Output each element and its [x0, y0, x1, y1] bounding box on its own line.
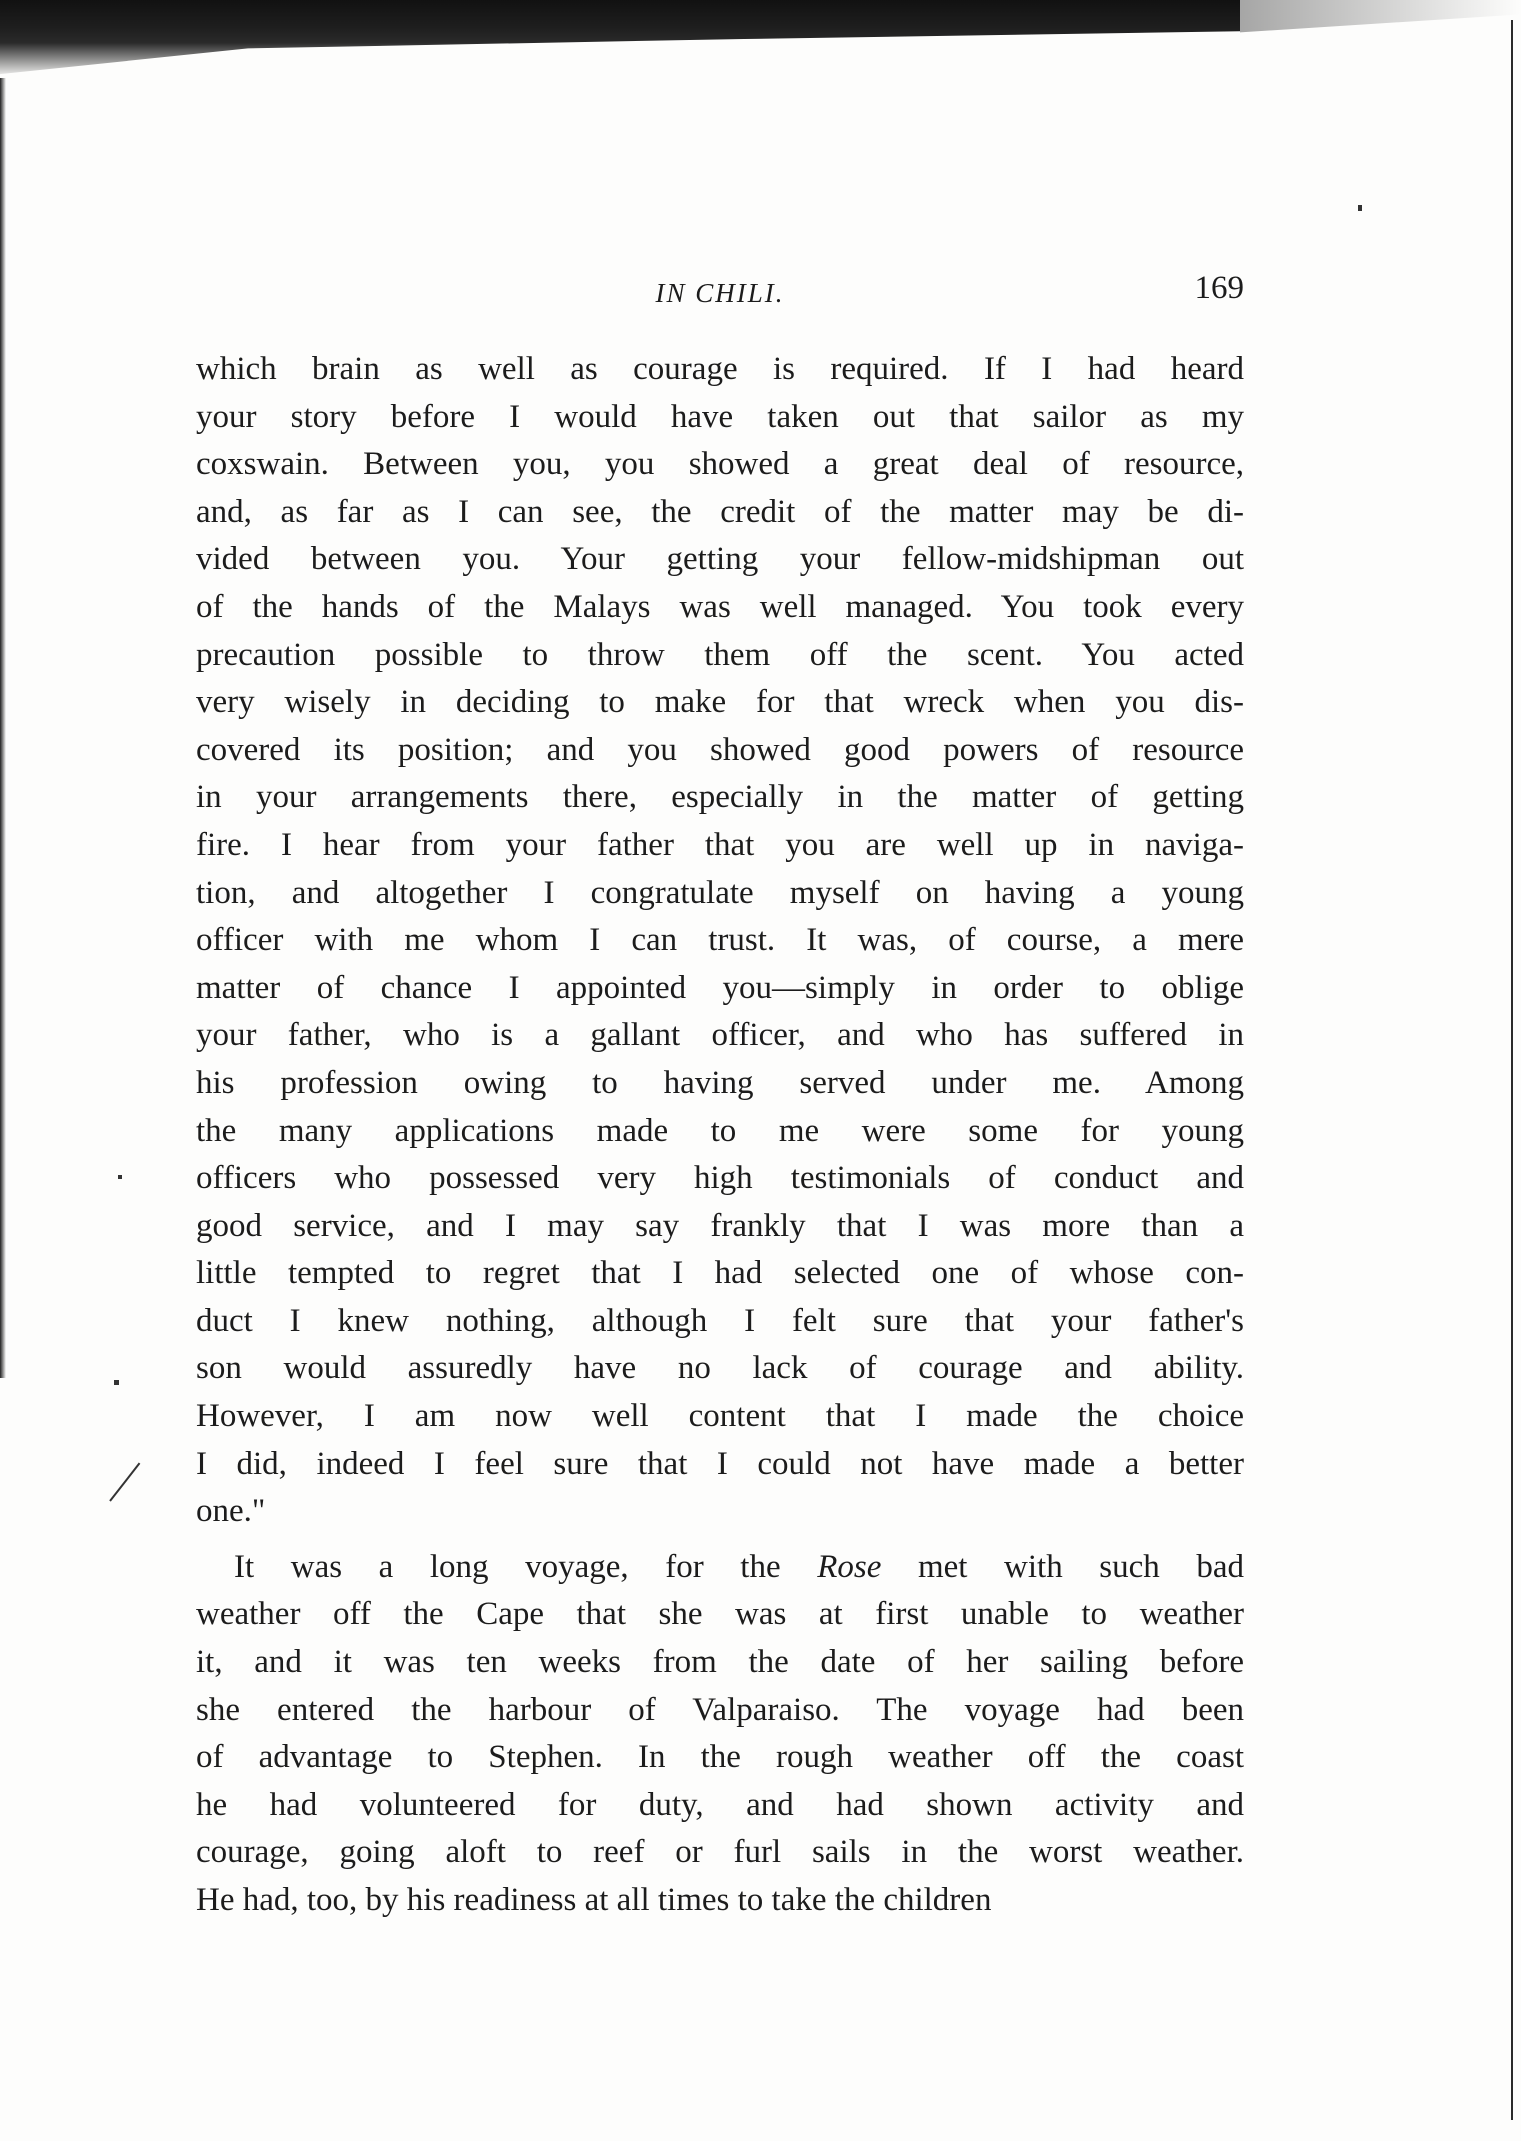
text-line: matter of chance I appointed you—simply in order to oblige — [196, 969, 1244, 1006]
text-line: weather off the Cape that she was at first unable to weather — [196, 1596, 1244, 1633]
text-line: little tempted to regret that I had selected one of whose con- — [196, 1255, 1244, 1292]
text-line: It was a long voyage, for the Rose met with such bad — [234, 1548, 1244, 1585]
text-line: he had volunteered for duty, and had shown activity and — [196, 1786, 1244, 1823]
right-page-edge — [1511, 20, 1513, 2120]
text-line: of the hands of the Malays was well managed. You took every — [196, 588, 1244, 625]
scan-speck — [109, 1463, 140, 1502]
text-line: officers who possessed very high testimonials of conduct and — [196, 1160, 1244, 1197]
text-line: and, as far as I can see, the credit of the matter may be di- — [196, 493, 1244, 530]
text-line: your father, who is a gallant officer, and who has suffered in — [196, 1017, 1244, 1054]
text-line: fire. I hear from your father that you are well up in naviga- — [196, 826, 1244, 863]
text-line: However, I am now well content that I made the choice — [196, 1398, 1244, 1435]
text-line: which brain as well as courage is required. If I had heard — [196, 351, 1244, 387]
left-page-edge — [0, 78, 6, 1378]
scan-speck — [118, 1175, 122, 1179]
text-line: son would assuredly have no lack of courage and ability. — [196, 1350, 1244, 1387]
text-line: your story before I would have taken out that sailor as my — [196, 398, 1244, 435]
text-line: courage, going aloft to reef or furl sails in the worst weather. — [196, 1834, 1244, 1871]
paragraph — [196, 346, 1244, 1536]
text-line: coxswain. Between you, you showed a great deal of resource, — [196, 446, 1244, 483]
scan-speck — [114, 1380, 119, 1385]
paragraph — [196, 1544, 1244, 1925]
binding-shadow — [0, 0, 1240, 78]
text-line: officer with me whom I can trust. It was, of course, a mere — [196, 922, 1244, 959]
scan-speck — [1358, 205, 1362, 211]
body-text — [196, 346, 1244, 1925]
text-line: He had, too, by his readiness at all times to take the children — [196, 1882, 992, 1918]
text-line: covered its position; and you showed good powers of resource — [196, 731, 1244, 768]
text-line: in your arrangements there, especially in the matter of getting — [196, 779, 1244, 816]
paragraph-container — [196, 346, 1244, 1925]
text-line: one." — [196, 1493, 266, 1530]
text-line: it, and it was ten weeks from the date of her sailing before — [196, 1644, 1244, 1681]
page-number: 169 — [1194, 270, 1244, 306]
text-line: of advantage to Stephen. In the rough weather off the coast — [196, 1739, 1244, 1776]
running-head: IN CHILI. — [655, 278, 785, 308]
text-line: tion, and altogether I congratulate myself on having a young — [196, 874, 1244, 911]
text-line: his profession owing to having served under me. Among — [196, 1064, 1244, 1101]
text-line: I did, indeed I feel sure that I could not have made a better — [196, 1445, 1244, 1482]
text-line: vided between you. Your getting your fellow-midshipman out — [196, 541, 1244, 578]
text-line: she entered the harbour of Valparaiso. The voyage had been — [196, 1691, 1244, 1728]
text-line: the many applications made to me were some for young — [196, 1112, 1244, 1149]
binding-shadow-fade — [1240, 0, 1521, 36]
text-line: precaution possible to throw them off the scent. You acted — [196, 636, 1244, 673]
ship-name: Rose — [817, 1548, 882, 1585]
page-header — [196, 270, 1244, 320]
text-line: duct I knew nothing, although I felt sure that your father's — [196, 1302, 1244, 1339]
text-line: very wisely in deciding to make for that wreck when you dis- — [196, 684, 1244, 721]
text-line: good service, and I may say frankly that I was more than a — [196, 1207, 1244, 1244]
